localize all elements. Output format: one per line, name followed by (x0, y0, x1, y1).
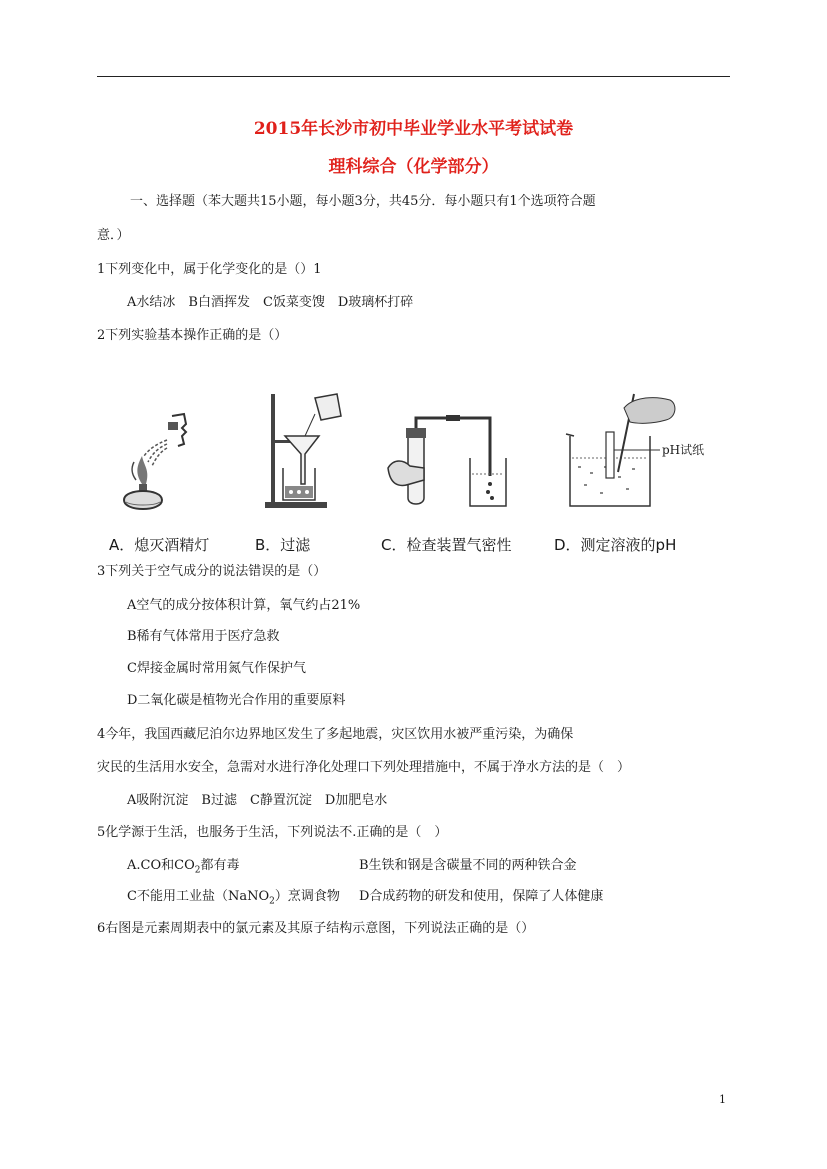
q4-stem-line-2: 灾民的生活用水安全，急需对水进行净化处理口下列处理措施中，不属于净水方法的是（ ） (97, 760, 631, 775)
figure-airtightness-check (384, 388, 514, 518)
q5-stem: 5化学源于生活，也服务于生活，下列说法不.正确的是（ ） (97, 825, 448, 840)
exam-subtitle: 理科综合（化学部分） (328, 157, 499, 177)
q5-option-c: C不能用工业盐（NaNO$_2$）烹调食物 (127, 889, 340, 907)
figure-alcohol-lamp (112, 388, 207, 518)
section-intro-line-1: 一、选择题（苯大题共15小题，每小题3分，共45分．每小题只有1个选项符合题 (130, 194, 596, 209)
page-number: 1 (719, 1093, 726, 1106)
q3-stem: 3下列关于空气成分的说法错误的是（） (97, 564, 327, 579)
ph-paper-label: pH试纸 (662, 443, 705, 457)
caption-d: D．测定溶液的pH (554, 536, 677, 554)
q5-option-d: D合成药物的研发和使用，保障了人体健康 (359, 889, 604, 904)
q1-stem: 1下列变化中，属于化学变化的是（）1 (97, 262, 322, 277)
figure-filtration (257, 388, 347, 518)
header-rule (97, 76, 730, 77)
q4-options: A吸附沉淀 B过滤 C静置沉淀 D加肥皂水 (127, 793, 388, 808)
q5-option-b: B生铁和钢是含碳量不同的两种铁合金 (359, 858, 577, 873)
exam-title: 2015年长沙市初中毕业学业水平考试试卷 (253, 119, 574, 139)
q5-option-a: A.CO和$CO_2$都有毒 (127, 858, 240, 876)
q3-option-a: A空气的成分按体积计算，氧气约占21% (127, 598, 361, 613)
q1-options: A水结冰 B白酒挥发 C饭菜变馊 D玻璃杯打碎 (127, 295, 414, 310)
section-intro-line-2: 意．） (97, 228, 130, 243)
figure-ph-test (560, 388, 730, 518)
caption-a: A．熄灭酒精灯 (109, 536, 210, 554)
q6-stem: 6右图是元素周期表中的氯元素及其原子结构示意图，下列说法正确的是（） (97, 921, 535, 936)
q4-stem-line-1: 4今年，我国西藏尼泊尔边界地区发生了多起地震，灾区饮用水被严重污染，为确保 (97, 727, 574, 742)
q3-option-c: C焊接金属时常用氮气作保护气 (127, 661, 306, 676)
caption-b: B．过滤 (255, 536, 311, 554)
q3-option-b: B稀有气体常用于医疗急救 (127, 629, 280, 644)
caption-c: C．检查装置气密性 (381, 536, 512, 554)
q3-option-d: D二氧化碳是植物光合作用的重要原料 (127, 693, 346, 708)
q2-stem: 2下列实验基本操作正确的是（） (97, 328, 288, 343)
